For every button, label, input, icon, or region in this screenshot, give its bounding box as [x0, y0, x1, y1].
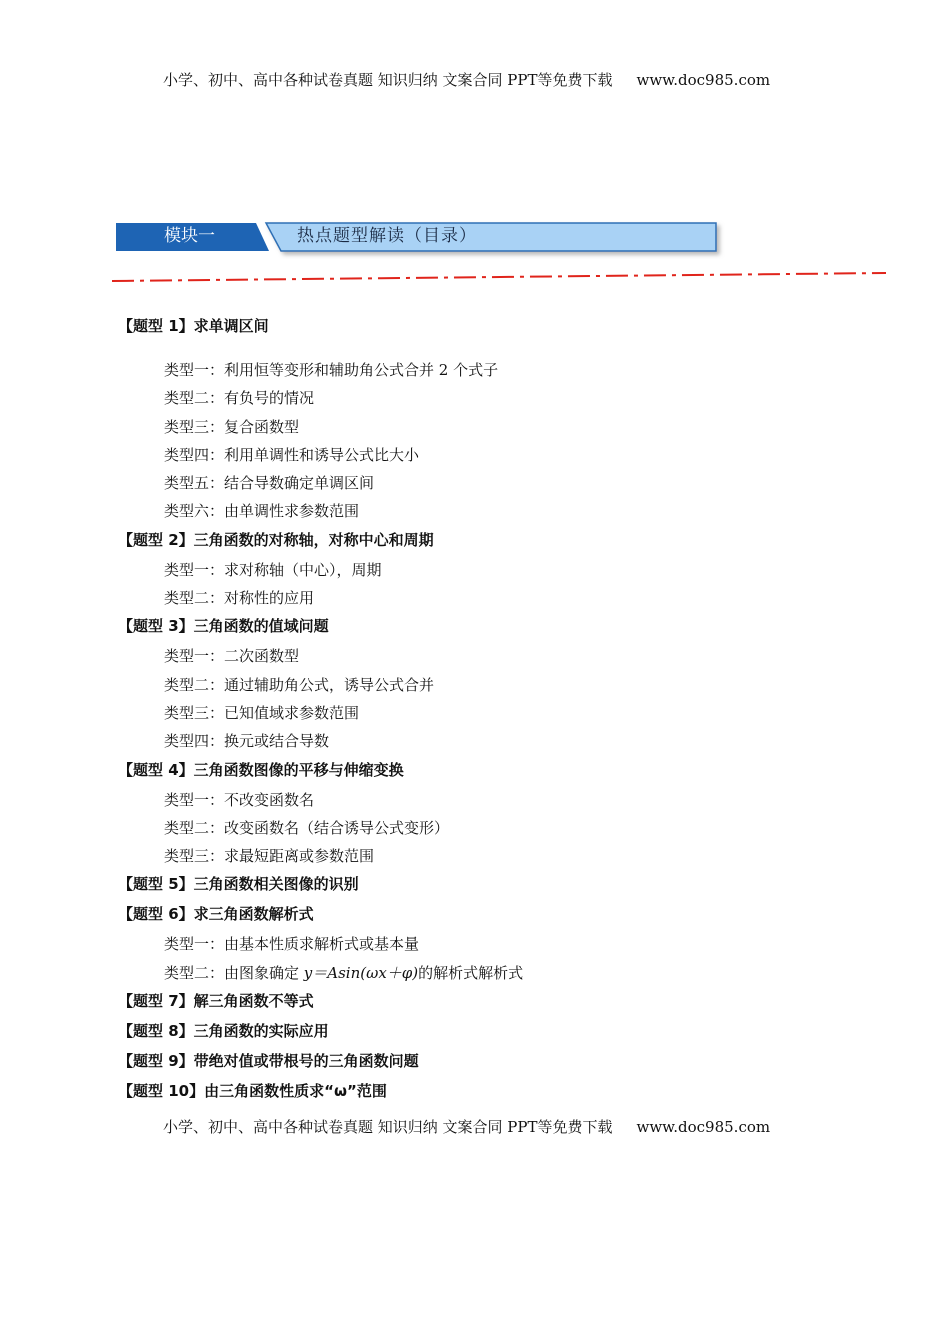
topic-title: 【题型 5】三角函数相关图像的识别 — [118, 875, 359, 894]
topic-title: 【题型 4】三角函数图像的平移与伸缩变换 — [118, 760, 404, 779]
subtype-item — [164, 959, 838, 987]
topic-10 — [118, 1077, 838, 1107]
topic-title: 【题型 8】三角函数的实际应用 — [118, 1022, 329, 1041]
page-footer — [163, 1116, 770, 1137]
topic-4 — [118, 756, 838, 871]
topic-6 — [118, 900, 838, 987]
topic-title: 【题型 9】带绝对值或带根号的三角函数问题 — [118, 1052, 419, 1071]
subtype-item: 类型一：求对称轴（中心），周期 — [164, 560, 382, 579]
dash-dot-divider — [112, 270, 886, 284]
topic-list — [118, 312, 838, 1107]
topic-title: 【题型 7】解三角函数不等式 — [118, 992, 314, 1011]
banner-title: 热点题型解读（目录） — [297, 226, 477, 246]
topic-title: 【题型 10】由三角函数性质求“ω”范围 — [118, 1082, 387, 1101]
subtype-item: 类型一：不改变函数名 — [164, 790, 315, 809]
topic-7 — [118, 987, 838, 1017]
subtype-item: 类型四：利用单调性和诱导公式比大小 — [164, 445, 420, 464]
topic-title: 【题型 2】三角函数的对称轴，对称中心和周期 — [118, 530, 434, 549]
topic-title: 【题型 1】求单调区间 — [118, 317, 269, 335]
subtype-item: 类型一：由基本性质求解析式或基本量 — [164, 935, 420, 954]
subtype-item: 类型一：利用恒等变形和辅助角公式合并 2 个式子 — [164, 361, 499, 379]
page-header — [163, 69, 770, 90]
subtype-item: 类型六：由单调性求参数范围 — [164, 502, 360, 521]
footer-text: 小学、初中、高中各种试卷真题 知识归纳 文案合同 PPT等免费下载 — [163, 1118, 613, 1136]
module-banner — [116, 219, 726, 259]
subtype-item: 类型二：对称性的应用 — [164, 589, 315, 608]
subtype-item: 类型二：通过辅助角公式，诱导公式合并 — [164, 675, 435, 694]
subtype-item: 类型三：求最短距离或参数范围 — [164, 847, 375, 866]
header-text: 小学、初中、高中各种试卷真题 知识归纳 文案合同 PPT等免费下载 — [163, 71, 613, 89]
subtype-item: 类型二：改变函数名（结合诱导公式变形） — [164, 818, 450, 837]
topic-title: 【题型 6】求三角函数解析式 — [118, 905, 314, 924]
subtype-prefix: 类型二：由图象确定 — [164, 963, 304, 982]
topic-5 — [118, 870, 838, 900]
subtype-formula: y＝Asin(ωx＋φ) — [303, 963, 419, 982]
subtype-item: 类型三：复合函数型 — [164, 417, 300, 436]
subtype-item: 类型二：有负号的情况 — [164, 389, 315, 408]
subtype-item: 类型五：结合导数确定单调区间 — [164, 474, 375, 493]
banner-label: 模块一 — [164, 226, 215, 246]
subtype-item: 类型一：二次函数型 — [164, 647, 300, 666]
topic-2 — [118, 526, 838, 613]
subtype-suffix: 的解析式解析式 — [418, 963, 524, 982]
topic-title: 【题型 3】三角函数的值域问题 — [118, 617, 329, 636]
header-site: www.doc985.com — [636, 71, 771, 89]
topic-3 — [118, 612, 838, 755]
footer-site: www.doc985.com — [636, 1118, 771, 1136]
topic-1 — [118, 312, 838, 526]
topic-8 — [118, 1017, 838, 1047]
topic-9 — [118, 1047, 838, 1077]
subtype-item: 类型四：换元或结合导数 — [164, 732, 330, 751]
subtype-item: 类型三：已知值域求参数范围 — [164, 703, 360, 722]
